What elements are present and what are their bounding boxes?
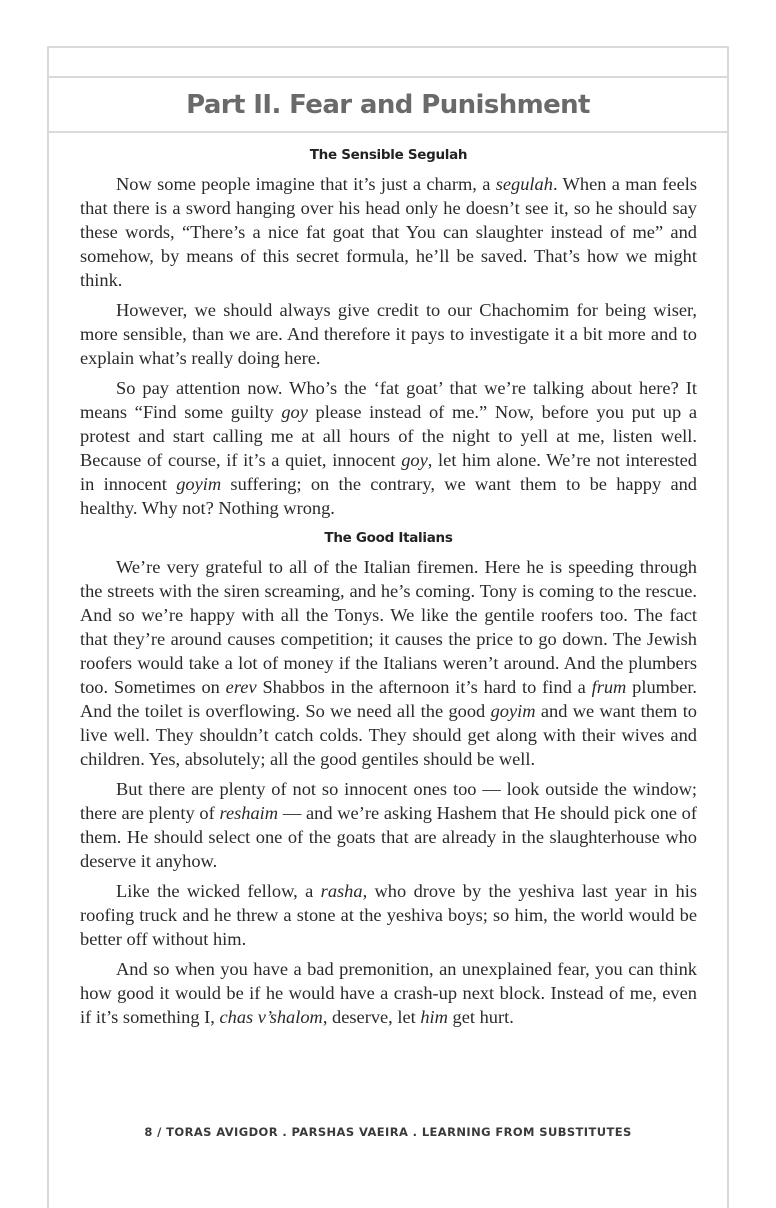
text-run: Like the wicked fellow, a [116,881,321,901]
paragraph [80,376,697,520]
italic-term: him [420,1007,448,1027]
text-run: So pay attention now. Who’s the ‘fat goat’ that we’re talking about here? It means “Find some guilty [80,378,697,422]
text-run: please instead of me.” Now, before you put up a protest and start calling me at all hours of the night to yell at me, listen well. Because of course, if it’s a quiet, innocent [80,402,697,470]
italic-term: goy [401,450,428,470]
text-run: get hurt. [447,1007,514,1027]
section-sensible-segulah [80,143,697,520]
italic-term: segulah [495,174,553,194]
text-run: suffering; on the contrary, we want them to be happy and healthy. Why not? Nothing wrong. [80,474,697,518]
italic-term: goyim [176,474,222,494]
paragraph [80,879,697,951]
body-content [80,143,697,1035]
italic-term: rasha [320,881,363,901]
italic-term: goy [281,402,308,422]
italic-term: goyim [490,701,536,721]
paragraph [80,777,697,873]
italic-term: frum [591,677,627,697]
section-heading: The Sensible Segulah [309,147,468,163]
page-footer: 8 / TORAS AVIGDOR . PARSHAS VAEIRA . LEARNING FROM SUBSTITUTES [144,1125,632,1139]
text-run: , let him alone. We’re not interested in innocent [80,450,697,494]
italic-term: erev [225,677,257,697]
section-good-italians [80,526,697,1029]
paragraph [80,172,697,292]
text-run: , who drove by the yeshiva last year in his roofing truck and he threw a stone at the yeshiva boys; so him, the world would be better off without him. [80,881,697,949]
section-heading: The Good Italians [324,530,453,546]
text-run: Shabbos in the afternoon it’s hard to find a [256,677,592,697]
text-run: However, we should always give credit to our Chachomim for being wiser, more sensible, than we are. And therefore it pays to investigate it a bit more and to explain what’s really doing here. [80,300,697,368]
text-run: — and we’re asking Hashem that He should pick one of them. He should select one of the goats that are already in the slaughterhouse who deserve it anyhow. [80,803,697,871]
paragraph [80,957,697,1029]
text-run: , deserve, let [322,1007,421,1027]
text-run: But there are plenty of not so innocent ones too — look outside the window; there are plenty of [80,779,697,823]
text-run: . When a man feels that there is a sword hanging over his head only he doesn’t see it, so he should say these words, “There’s a nice fat goat that You can slaughter instead of me” and somehow, by means of this secret formula, he’ll be saved. That’s how we might think. [80,174,698,290]
part-title: Part II. Fear and Punishment [186,90,590,120]
text-run: Now some people imagine that it’s just a charm, a [116,174,496,194]
header-band [49,48,727,78]
paragraph [80,298,697,370]
text-run: and we want them to live well. They shouldn’t catch colds. They should get along with their wives and children. Yes, absolutely; all the good gentiles should be well. [80,701,697,769]
italic-term: reshaim [219,803,279,823]
title-band [49,78,727,133]
text-run: We’re very grateful to all of the Italian firemen. Here he is speeding through the streets with the siren screaming, and he’s coming. Tony is coming to the rescue. And so we’re happy with all the Tonys. We like the gentile roofers too. The fact that they’re around causes competition; it causes the price to go down. The Jewish roofers would take a lot of money if the Italians weren’t around. And the plumbers too. Sometimes on [80,557,697,697]
italic-term: chas v’shalom [219,1007,323,1027]
text-run: plumber. And the toilet is overflowing. So we need all the good [80,677,698,721]
text-run: And so when you have a bad premonition, an unexplained fear, you can think how good it would be if he would have a crash-up next block. Instead of me, even if it’s something I, [80,959,697,1027]
paragraph [80,555,697,771]
